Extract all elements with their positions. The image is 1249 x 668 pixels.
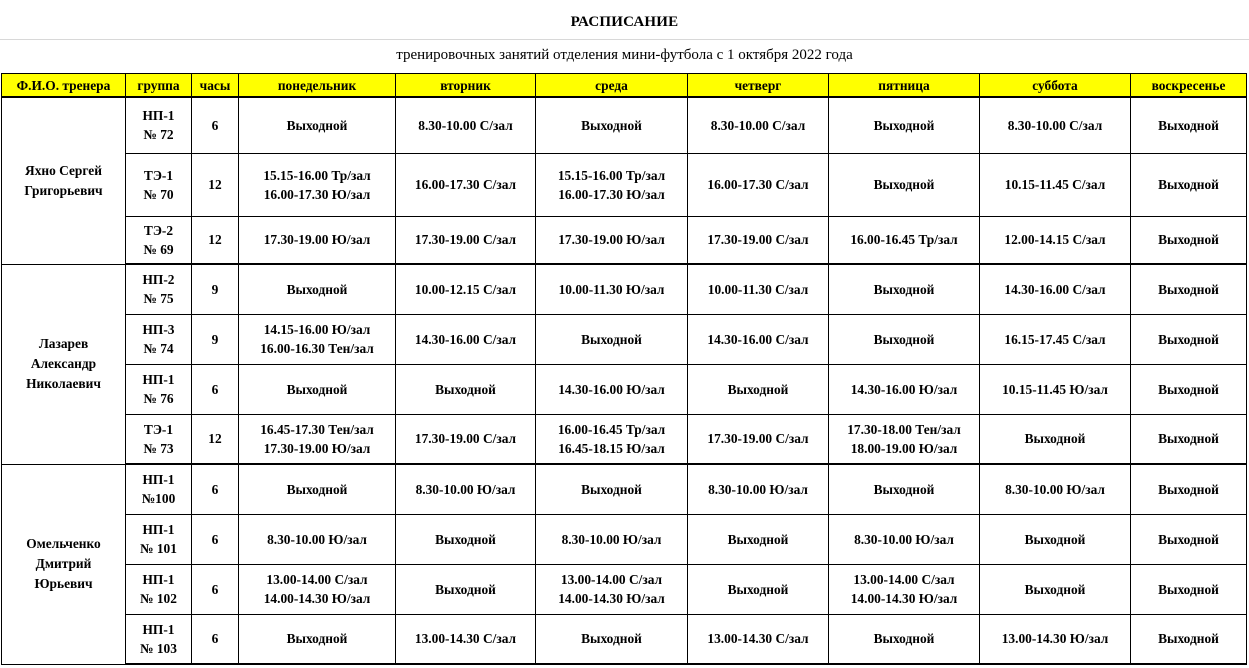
tuesday-cell (396, 364, 536, 414)
session-line: 14.00-14.30 Ю/зал (850, 591, 958, 606)
session-line: Выходной (581, 117, 642, 133)
table-row (2, 564, 1247, 614)
session-line: 8.30-10.00 С/зал (710, 117, 806, 133)
thursday-cell (688, 564, 829, 614)
session-line: 13.00-14.00 С/зал (266, 572, 368, 587)
wednesday-cell (536, 314, 688, 364)
group-line: №100 (141, 491, 176, 507)
saturday-cell (980, 97, 1131, 153)
thursday-cell (688, 216, 829, 264)
friday-cell (829, 614, 980, 664)
session-line: 13.00-14.00 С/зал (560, 572, 663, 587)
wednesday-cell (536, 264, 688, 314)
friday-cell (829, 514, 980, 564)
tuesday-cell (396, 614, 536, 664)
session-line: 16.00-17.30 С/зал (707, 177, 809, 192)
session-line: Выходной (1024, 531, 1086, 547)
group-line: НП-1 (142, 572, 175, 587)
session-line: Выходной (581, 331, 642, 347)
monday-cell (239, 153, 396, 216)
tuesday-cell (396, 414, 536, 464)
session-line: Выходной (1158, 431, 1219, 447)
session-line: Выходной (435, 381, 496, 397)
schedule-body (2, 97, 1247, 664)
session-line: 16.00-17.30 Ю/зал (558, 186, 665, 202)
session-line: 16.45-18.15 Ю/зал (558, 440, 665, 456)
thursday-cell (688, 614, 829, 664)
hours-cell: 6 (192, 364, 239, 414)
group-cell (126, 464, 192, 514)
sunday-cell (1131, 314, 1247, 364)
coach-name-line: Григорьевич (24, 182, 103, 198)
monday-cell (239, 464, 396, 514)
sunday-cell (1131, 364, 1247, 414)
group-line: НП-1 (142, 472, 175, 488)
session-line: Выходной (286, 381, 348, 397)
table-row (2, 614, 1247, 664)
group-cell (126, 614, 192, 664)
session-line: 16.00-17.30 Ю/зал (263, 186, 371, 202)
document-subtitle: тренировочных занятий отделения мини-футбола с 1 октября 2022 года (396, 47, 853, 63)
header-friday: пятница (829, 74, 980, 98)
friday-cell (829, 414, 980, 464)
tuesday-cell (396, 564, 536, 614)
table-row (2, 364, 1247, 414)
session-line: Выходной (581, 631, 642, 647)
session-line: 17.30-19.00 С/зал (414, 232, 517, 248)
thursday-cell (688, 264, 829, 314)
coach-name-line: Александр (30, 356, 97, 371)
group-line: ТЭ-1 (143, 421, 174, 437)
table-row (2, 514, 1247, 564)
header-tuesday: вторник (396, 74, 536, 98)
wednesday-cell (536, 514, 688, 564)
session-line: Выходной (286, 281, 348, 297)
session-line: Выходной (727, 381, 789, 397)
friday-cell (829, 153, 980, 216)
session-line: Выходной (727, 531, 789, 547)
sunday-cell (1131, 614, 1247, 664)
session-line: Выходной (873, 281, 935, 297)
table-row (2, 216, 1247, 264)
thursday-cell (688, 153, 829, 216)
header-hours: часы (192, 74, 239, 98)
group-line: НП-2 (142, 272, 175, 288)
session-line: 16.45-17.30 Тен/зал (260, 421, 374, 437)
session-line: Выходной (873, 481, 935, 497)
wednesday-cell (536, 97, 688, 153)
session-line: 10.00-11.30 Ю/зал (558, 281, 665, 297)
session-line: Выходной (727, 581, 789, 597)
session-line: Выходной (1024, 431, 1086, 447)
document-title: РАСПИСАНИЕ (570, 14, 679, 30)
session-line: 10.00-11.30 С/зал (707, 281, 809, 297)
group-cell (126, 414, 192, 464)
session-line: 17.30-19.00 С/зал (707, 431, 809, 447)
session-line: 16.00-17.30 С/зал (414, 177, 517, 192)
tuesday-cell (396, 216, 536, 264)
session-line: 14.30-16.00 С/зал (707, 331, 809, 347)
coach-name-cell (2, 464, 126, 664)
monday-cell (239, 414, 396, 464)
group-line: НП-3 (142, 322, 175, 337)
tuesday-cell (396, 314, 536, 364)
coach-name-line: Николаевич (26, 376, 101, 391)
group-line: ТЭ-2 (143, 222, 174, 238)
monday-cell (239, 614, 396, 664)
session-line: Выходной (873, 631, 935, 647)
saturday-cell (980, 614, 1131, 664)
hours-cell: 6 (192, 564, 239, 614)
session-line: 18.00-19.00 Ю/зал (850, 440, 958, 456)
coach-name-line: Яхно Сергей (25, 162, 102, 178)
session-line: 16.15-17.45 С/зал (1004, 331, 1106, 347)
monday-cell (239, 216, 396, 264)
wednesday-cell (536, 364, 688, 414)
monday-cell (239, 264, 396, 314)
group-line: № 76 (143, 391, 174, 406)
table-row (2, 464, 1247, 514)
session-line: 8.30-10.00 Ю/зал (267, 531, 367, 547)
saturday-cell (980, 264, 1131, 314)
session-line: 8.30-10.00 Ю/зал (708, 481, 808, 497)
group-line: № 102 (140, 591, 177, 606)
header-monday: понедельник (239, 74, 396, 98)
monday-cell (239, 564, 396, 614)
friday-cell (829, 564, 980, 614)
wednesday-cell (536, 464, 688, 514)
coach-name-line: Омельченко (26, 536, 101, 551)
wednesday-cell (536, 614, 688, 664)
sunday-cell (1131, 264, 1247, 314)
session-line: 10.15-11.45 С/зал (1004, 177, 1106, 192)
friday-cell (829, 364, 980, 414)
session-line: Выходной (873, 177, 935, 192)
session-line: Выходной (1158, 631, 1219, 647)
session-line: 8.30-10.00 Ю/зал (1005, 481, 1105, 497)
session-line: Выходной (873, 331, 935, 347)
sunday-cell (1131, 514, 1247, 564)
session-line: 13.00-14.00 С/зал (853, 572, 955, 587)
session-line: 14.30-16.00 С/зал (414, 331, 517, 347)
coach-name-line: Юрьевич (34, 576, 93, 591)
monday-cell (239, 314, 396, 364)
session-line: 14.30-16.00 Ю/зал (850, 381, 958, 397)
hours-cell: 6 (192, 614, 239, 664)
session-line: 17.30-18.00 Тен/зал (847, 421, 961, 437)
thursday-cell (688, 514, 829, 564)
session-line: 14.00-14.30 Ю/зал (263, 591, 371, 606)
session-line: 13.00-14.30 С/зал (707, 631, 809, 647)
group-cell (126, 153, 192, 216)
header-coach: Ф.И.О. тренера (2, 74, 126, 98)
friday-cell (829, 216, 980, 264)
group-line: ТЭ-1 (143, 167, 174, 183)
session-line: Выходной (435, 581, 496, 597)
tuesday-cell (396, 153, 536, 216)
friday-cell (829, 97, 980, 153)
session-line: 8.30-10.00 С/зал (418, 117, 513, 133)
hours-cell: 12 (192, 153, 239, 216)
session-line: 17.30-19.00 Ю/зал (263, 232, 371, 248)
group-cell (126, 314, 192, 364)
session-line: 14.30-16.00 Ю/зал (558, 381, 665, 397)
session-line: Выходной (1158, 331, 1219, 347)
header-saturday: суббота (980, 74, 1131, 98)
saturday-cell (980, 514, 1131, 564)
sunday-cell (1131, 564, 1247, 614)
session-line: Выходной (873, 117, 935, 133)
friday-cell (829, 314, 980, 364)
monday-cell (239, 97, 396, 153)
group-line: № 70 (143, 186, 174, 202)
thursday-cell (688, 364, 829, 414)
coach-name-line: Лазарев (38, 336, 89, 351)
session-line: Выходной (1158, 481, 1219, 497)
wednesday-cell (536, 153, 688, 216)
group-line: НП-1 (142, 522, 175, 537)
thursday-cell (688, 464, 829, 514)
sunday-cell (1131, 414, 1247, 464)
session-line: 15.15-16.00 Тр/зал (557, 167, 666, 183)
group-line: № 74 (143, 341, 174, 356)
group-line: № 73 (143, 440, 174, 456)
sunday-cell (1131, 216, 1247, 264)
saturday-cell (980, 364, 1131, 414)
session-line: 16.00-16.30 Тен/зал (260, 341, 374, 356)
session-line: Выходной (435, 531, 496, 547)
thursday-cell (688, 314, 829, 364)
session-line: Выходной (286, 481, 348, 497)
tuesday-cell (396, 514, 536, 564)
session-line: 10.15-11.45 Ю/зал (1002, 381, 1108, 397)
session-line: 14.15-16.00 Ю/зал (263, 322, 371, 337)
thursday-cell (688, 414, 829, 464)
session-line: Выходной (581, 481, 642, 497)
friday-cell (829, 464, 980, 514)
group-cell (126, 364, 192, 414)
session-line: 13.00-14.30 Ю/зал (1001, 631, 1109, 647)
schedule-table (1, 73, 1247, 665)
session-line: 13.00-14.30 С/зал (414, 631, 517, 647)
hours-cell: 12 (192, 216, 239, 264)
session-line: Выходной (1158, 232, 1219, 248)
hours-cell: 9 (192, 264, 239, 314)
session-line: Выходной (1158, 117, 1219, 133)
wednesday-cell (536, 414, 688, 464)
session-line: 10.00-12.15 С/зал (414, 281, 517, 297)
saturday-cell (980, 153, 1131, 216)
session-line: Выходной (286, 631, 348, 647)
session-line: 16.00-16.45 Тр/зал (850, 232, 958, 248)
saturday-cell (980, 564, 1131, 614)
session-line: 14.30-16.00 С/зал (1004, 281, 1106, 297)
header-group: группа (126, 74, 192, 98)
group-line: № 103 (140, 640, 177, 656)
hours-cell: 12 (192, 414, 239, 464)
saturday-cell (980, 216, 1131, 264)
group-cell (126, 514, 192, 564)
tuesday-cell (396, 264, 536, 314)
group-cell (126, 216, 192, 264)
sheet-gridline (0, 39, 1249, 40)
session-line: Выходной (1158, 581, 1219, 597)
session-line: Выходной (1024, 581, 1086, 597)
header-row (2, 74, 1247, 98)
session-line: Выходной (1158, 177, 1219, 192)
group-line: № 101 (140, 541, 177, 556)
monday-cell (239, 364, 396, 414)
group-line: НП-1 (142, 621, 175, 637)
session-line: 15.15-16.00 Тр/зал (263, 167, 371, 183)
saturday-cell (980, 314, 1131, 364)
session-line: Выходной (1158, 531, 1219, 547)
group-line: НП-1 (142, 372, 175, 387)
tuesday-cell (396, 97, 536, 153)
header-sunday: воскресенье (1131, 74, 1247, 98)
session-line: 17.30-19.00 С/зал (707, 232, 809, 248)
saturday-cell (980, 414, 1131, 464)
session-line: 8.30-10.00 Ю/зал (561, 531, 662, 547)
session-line: 17.30-19.00 Ю/зал (263, 440, 371, 456)
group-line: № 72 (143, 127, 174, 143)
group-line: НП-1 (142, 108, 175, 124)
session-line: Выходной (1158, 381, 1219, 397)
table-row (2, 414, 1247, 464)
session-line: Выходной (286, 117, 348, 133)
hours-cell: 6 (192, 514, 239, 564)
sunday-cell (1131, 464, 1247, 514)
sunday-cell (1131, 153, 1247, 216)
session-line: 17.30-19.00 С/зал (414, 431, 517, 447)
table-row (2, 97, 1247, 153)
header-wednesday: среда (536, 74, 688, 98)
table-row (2, 314, 1247, 364)
hours-cell: 9 (192, 314, 239, 364)
table-row (2, 264, 1247, 314)
monday-cell (239, 514, 396, 564)
saturday-cell (980, 464, 1131, 514)
tuesday-cell (396, 464, 536, 514)
thursday-cell (688, 97, 829, 153)
group-cell (126, 564, 192, 614)
wednesday-cell (536, 564, 688, 614)
session-line: 14.00-14.30 Ю/зал (558, 591, 665, 606)
session-line: 8.30-10.00 Ю/зал (415, 481, 516, 497)
coach-name-line: Дмитрий (35, 556, 92, 571)
group-cell (126, 97, 192, 153)
coach-name-cell (2, 97, 126, 264)
session-line: 12.00-14.15 С/зал (1004, 232, 1106, 248)
group-line: № 75 (143, 291, 174, 307)
friday-cell (829, 264, 980, 314)
group-line: № 69 (143, 241, 174, 257)
session-line: 17.30-19.00 Ю/зал (558, 232, 665, 248)
session-line: 8.30-10.00 Ю/зал (854, 531, 954, 547)
table-row (2, 153, 1247, 216)
hours-cell: 6 (192, 97, 239, 153)
hours-cell: 6 (192, 464, 239, 514)
wednesday-cell (536, 216, 688, 264)
header-thursday: четверг (688, 74, 829, 98)
sunday-cell (1131, 97, 1247, 153)
group-cell (126, 264, 192, 314)
session-line: 16.00-16.45 Тр/зал (557, 421, 666, 437)
session-line: 8.30-10.00 С/зал (1007, 117, 1103, 133)
coach-name-cell (2, 264, 126, 464)
session-line: Выходной (1158, 281, 1219, 297)
